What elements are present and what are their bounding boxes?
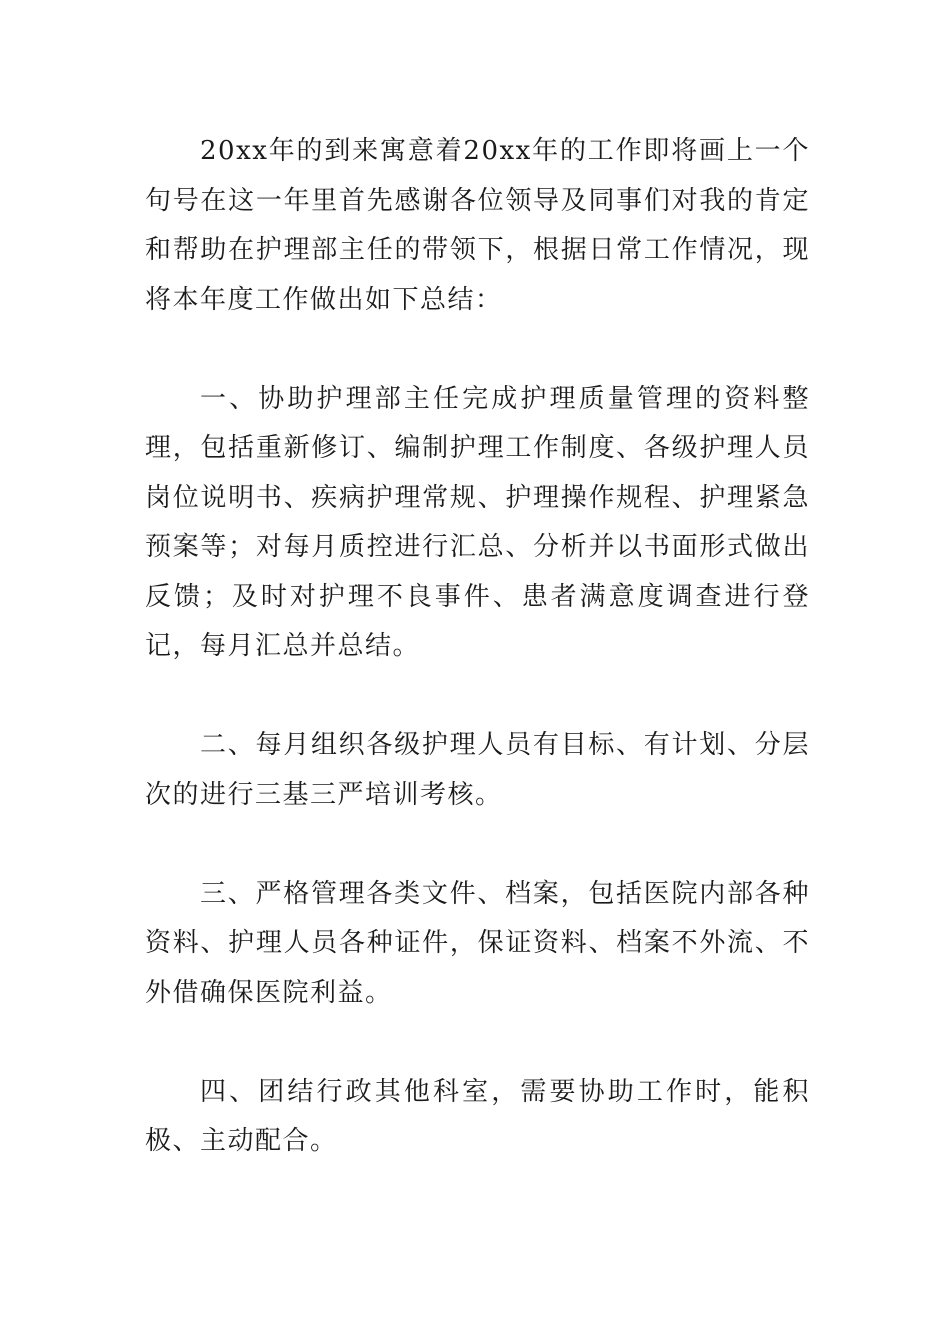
paragraph-intro: 20xx年的到来寓意着20xx年的工作即将画上一个句号在这一年里首先感谢各位领导及同事们对我的肯定和帮助在护理部主任的带领下，根据日常工作情况，现将本年度工作做出如下总结： [145,136,810,315]
paragraph-item-3: 三、严格管理各类文件、档案，包括医院内部各种资料、护理人员各种证件，保证资料、档案不外流、不外借确保医院利益。 [145,878,810,1008]
paragraph-item-2: 二、每月组织各级护理人员有目标、有计划、分层次的进行三基三严培训考核。 [145,730,810,810]
paragraph-item-1: 一、协助护理部主任完成护理质量管理的资料整理，包括重新修订、编制护理工作制度、各级护理人员岗位说明书、疾病护理常规、护理操作规程、护理紧急预案等；对每月质控进行汇总、分析并以书面形式做出反馈；及时对护理不良事件、患者满意度调查进行登记，每月汇总并总结。 [145,383,810,661]
document-body [145,127,810,1167]
paragraph-item-4: 四、团结行政其他科室，需要协助工作时，能积极、主动配合。 [145,1076,810,1156]
